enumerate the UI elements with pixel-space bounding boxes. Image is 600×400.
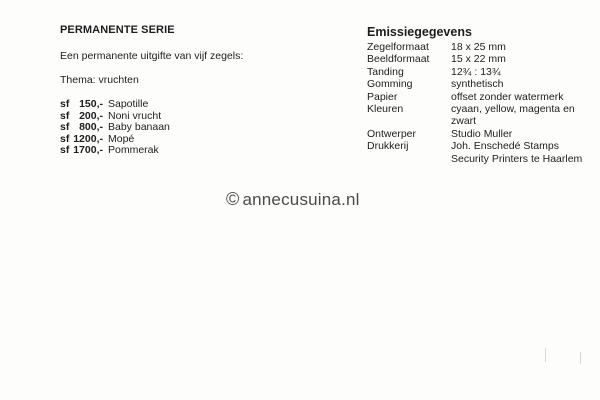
table-row — [367, 41, 582, 53]
table-row — [367, 140, 582, 165]
copyright-icon: © — [226, 189, 240, 209]
scan-mark — [580, 352, 581, 364]
spec-value: synthetisch — [451, 78, 504, 91]
stamp-currency: sf — [60, 121, 70, 133]
stamp-name: Sapotille — [108, 98, 149, 110]
watermark-text: annecusuina.nl — [242, 190, 360, 209]
series-title: PERMANENTE SERIE — [60, 24, 175, 36]
watermark — [226, 189, 360, 210]
stamp-value — [60, 122, 105, 134]
stamp-amount: 1200,- — [73, 132, 103, 145]
scan-mark — [545, 348, 546, 362]
stamp-name: Noni vrucht — [108, 109, 162, 122]
table-row — [367, 103, 582, 128]
specs-title: Emissiegegevens — [367, 25, 472, 39]
stamp-value — [60, 99, 105, 111]
spec-value: 12¾ : 13¾ — [451, 65, 501, 78]
table-row — [367, 78, 582, 90]
list-item — [60, 145, 320, 157]
list-item — [60, 99, 320, 111]
spec-label: Papier — [367, 90, 398, 103]
table-row — [367, 66, 582, 78]
spec-label: Beeldformaat — [367, 53, 430, 66]
specs-table — [367, 41, 582, 165]
list-item — [60, 122, 320, 134]
spec-value: Joh. Enschedé Stamps Security Printers te Haarlem — [451, 140, 583, 165]
stamp-name: Mopé — [108, 132, 135, 145]
stamp-amount: 150,- — [79, 98, 103, 110]
stamp-currency: sf — [60, 98, 70, 110]
spec-label: Zegelformaat — [367, 41, 429, 53]
spec-label: Tanding — [367, 65, 404, 78]
table-row — [367, 128, 582, 140]
stamp-currency: sf — [60, 109, 70, 122]
specs-column — [367, 25, 592, 165]
spec-value: cyaan, yellow, magenta en zwart — [451, 103, 575, 128]
stamp-amount: 1700,- — [73, 144, 103, 156]
table-row — [367, 91, 582, 103]
spec-value: 15 x 22 mm — [451, 53, 506, 66]
series-column — [60, 24, 320, 157]
spec-label: Drukkerij — [367, 140, 409, 153]
spec-label: Kleuren — [367, 103, 404, 116]
spec-value: offset zonder watermerk — [451, 90, 564, 103]
spec-value: 18 x 25 mm — [451, 41, 506, 53]
stamp-name: Pommerak — [108, 144, 159, 156]
stamp-list — [60, 99, 320, 157]
stamp-currency: sf — [60, 132, 70, 145]
series-theme: Thema: vruchten — [60, 74, 139, 86]
stamp-currency: sf — [60, 144, 70, 156]
spec-label: Gomming — [367, 78, 413, 91]
stamp-name: Baby banaan — [108, 121, 170, 133]
spec-label: Ontwerper — [367, 127, 417, 140]
series-intro: Een permanente uitgifte van vijf zegels: — [60, 50, 244, 62]
stamp-value — [60, 145, 105, 157]
table-row — [367, 53, 582, 65]
stamp-amount: 200,- — [79, 109, 103, 122]
stamp-amount: 800,- — [79, 121, 103, 133]
spec-value: Studio Muller — [451, 127, 513, 140]
